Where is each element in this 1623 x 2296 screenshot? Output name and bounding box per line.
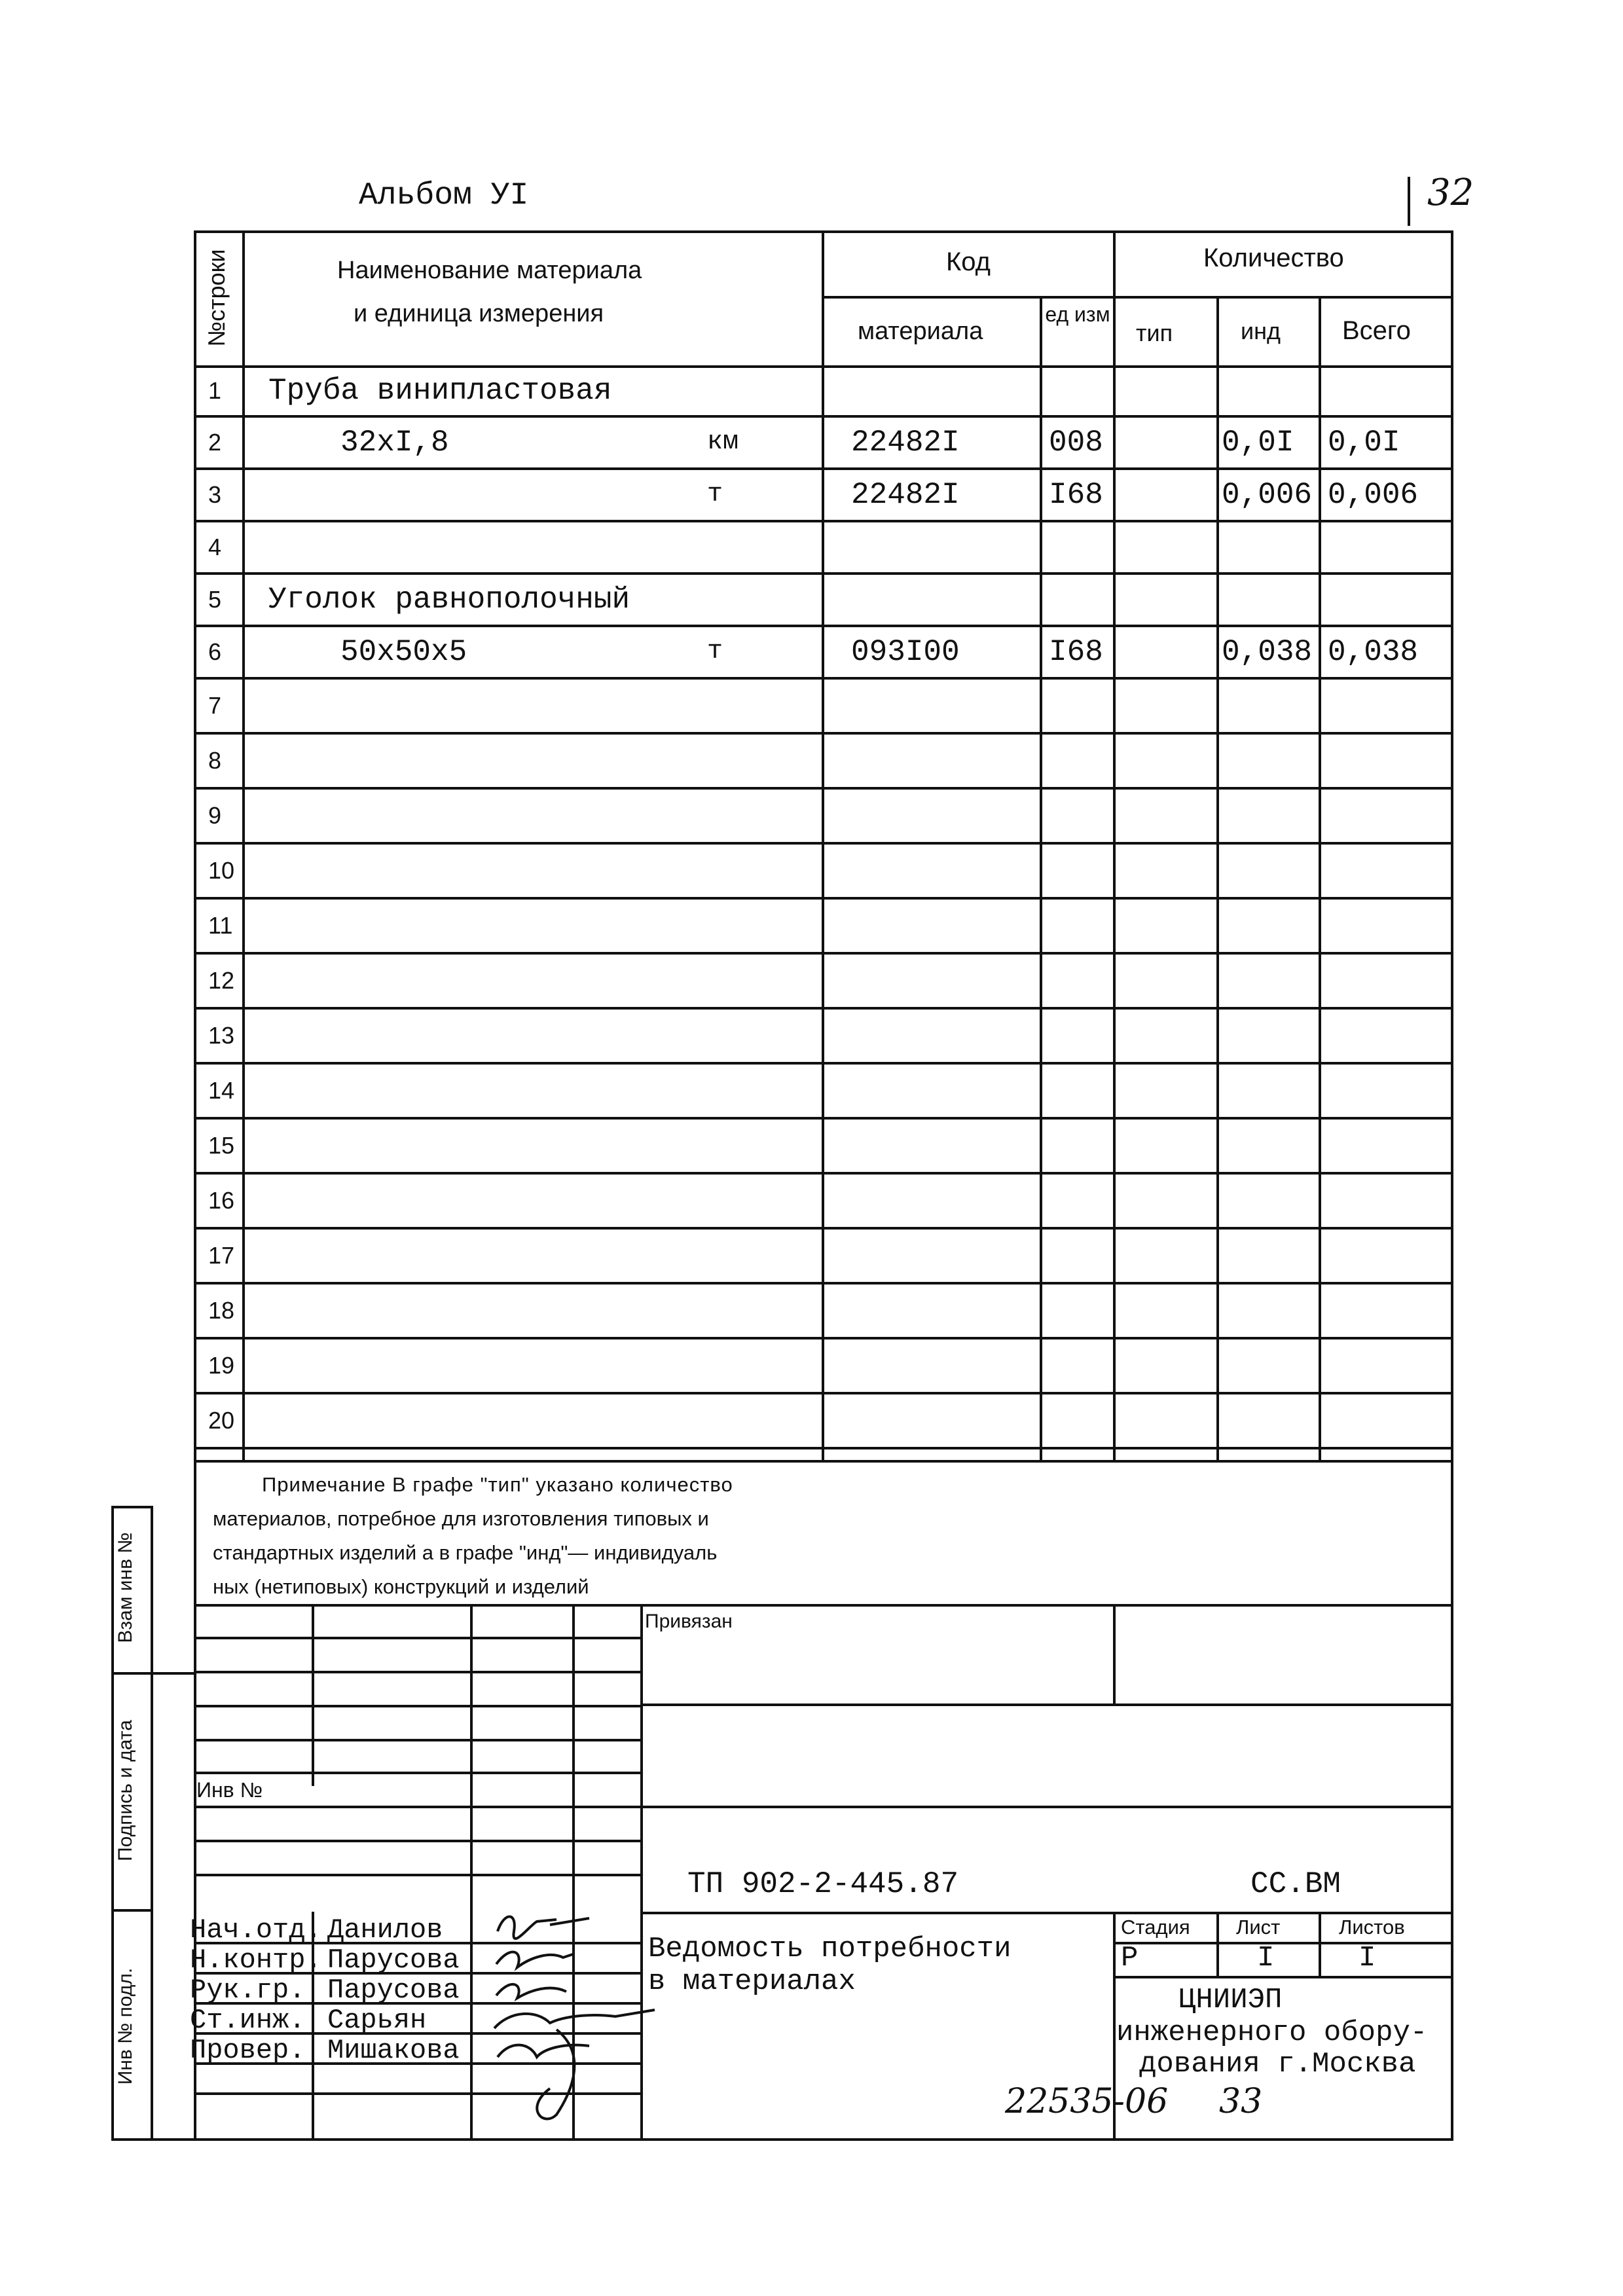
row-material-name: 50х50х5 [340,635,467,669]
row-number: 1 [208,377,222,404]
side-strip-right-border [151,1506,153,2141]
stamp-org-line-3: дования г.Москва [1139,2048,1416,2081]
col-divider-tip [1216,296,1219,1463]
album-title: Альбом УI [359,178,529,213]
side-label-vzam-inv: Взам инв № [115,1532,136,1643]
row-number: 6 [208,638,222,665]
row-number: 2 [208,429,222,456]
stamp-doc-mark: СС.ВМ [1250,1867,1341,1901]
row-number: 16 [208,1187,235,1214]
stamp-stage: Р [1121,1942,1139,1975]
table-top-border [194,230,1453,233]
row-divider [194,1282,1453,1285]
side-label-inv-podl: Инв № подл. [115,1967,136,2085]
header-qty-total: Всего [1342,316,1411,345]
row-divider [194,1227,1453,1230]
row-divider [194,1117,1453,1120]
footer-archive-no: 22535-06 [1005,2082,1169,2121]
stamp-grid-row [194,1739,642,1741]
row-number: 5 [208,586,222,613]
signatory-role: Провер. [190,2035,306,2066]
row-qty-total: 0,006 [1328,478,1419,512]
row-unit: т [707,637,723,666]
stamp-stage-col-2 [1319,1912,1321,1977]
note-line-4: ных (нетиповых) конструкций и изделий [213,1575,589,1598]
stamp-grid-row [194,1705,642,1707]
stamp-top-border [194,1604,1453,1607]
signatory-role: Рук.гр. [190,1975,306,2006]
header-material-name-2: и единица измерения [354,300,604,327]
signatory-name: Парусова [327,1975,460,2006]
header-code: Код [946,247,991,276]
row-number: 13 [208,1022,235,1049]
side-label-podpis-data: Подпись и дата [115,1720,136,1861]
row-number: 8 [208,747,222,774]
row-material-name: Уголок равнополочный [268,583,630,617]
stamp-doc-code: ТП 902-2-445.87 [687,1867,959,1901]
row-divider [194,842,1453,845]
row-number: 7 [208,692,222,719]
table-right-border [1451,230,1453,2141]
row-number: 3 [208,481,222,508]
row-divider [194,1392,1453,1394]
signatory-name: Сарьян [327,2005,427,2036]
row-divider [194,1447,1453,1449]
row-divider [194,952,1453,955]
stamp-privyazan-bottom [640,1704,1453,1706]
row-number: 19 [208,1352,235,1379]
stamp-sheets-label: Листов [1339,1916,1405,1939]
stamp-org-line-2: инженерного обору- [1116,2016,1428,2049]
row-divider [194,1337,1453,1339]
row-number: 20 [208,1407,235,1434]
header-row-number: №строки [203,249,230,347]
stamp-sheet: I [1257,1942,1275,1975]
row-number: 12 [208,967,235,994]
signature-mishakova [498,2030,589,2119]
row-number: 15 [208,1132,235,1159]
header-code-unit: ед изм [1045,302,1110,326]
side-strip-left-border [111,1506,114,2141]
side-strip-divider-2 [111,1909,152,1912]
page-number: 32 [1427,172,1474,214]
stamp-org-line-1: ЦНИИЭП [1178,1984,1283,2016]
signature-parusova-2 [496,1984,566,1998]
row-unit-code: 008 [1049,426,1103,460]
row-material-code: 093I00 [851,635,960,669]
page-bottom-border [111,2138,1453,2141]
row-material-name: Труба винипластовая [268,374,612,408]
signatory-role: Н.контр. [190,1944,322,1976]
row-number: 10 [208,857,235,884]
note-line-2: материалов, потребное для изготовления типовых и [213,1507,709,1530]
header-sub-divider [822,296,1453,299]
row-divider [194,787,1453,790]
row-unit-code: I68 [1049,478,1103,512]
stamp-grid-row [194,1772,642,1774]
row-divider [194,732,1453,735]
stamp-stage-divider [1113,1942,1453,1944]
stamp-grid-row [194,1874,642,1876]
col-divider-ind [1319,296,1321,1463]
signature-parusova-1 [496,1952,573,1967]
stamp-sheet-label: Лист [1236,1916,1281,1939]
stamp-grid-row [194,1840,642,1842]
row-number: 14 [208,1077,235,1104]
row-divider [194,897,1453,900]
note-line-1: Примечание В графе "тип" указано количество [262,1473,733,1496]
row-unit-code: I68 [1049,635,1103,669]
signatory-role: Ст.инж. [190,2005,306,2036]
note-line-3: стандартных изделий а в графе "инд"— индивидуаль [213,1541,718,1564]
row-material-code: 22482I [851,426,960,460]
row-unit: км [707,428,739,457]
signatures-graphic [458,1886,694,2147]
stamp-title-line-1: Ведомость потребности [648,1933,1012,1965]
footer-page: 33 [1219,2082,1263,2121]
header-qty-type: тип [1136,319,1173,346]
row-number: 18 [208,1297,235,1324]
row-qty-ind: 0,038 [1222,635,1313,669]
signatory-name: Мишакова [327,2035,460,2066]
row-divider [194,1062,1453,1065]
stamp-stage-col-1 [1216,1912,1219,1977]
row-material-code: 22482I [851,478,960,512]
row-number: 4 [208,534,222,560]
col-divider-code [1040,296,1042,1463]
stamp-privyazan: Привязан [645,1611,733,1632]
stamp-grid-row [194,1806,642,1808]
stamp-inv-no: Инв № [196,1778,263,1802]
row-number: 9 [208,802,222,829]
row-qty-total: 0,0I [1328,426,1400,460]
stamp-grid-row [194,1637,642,1639]
header-material-name-1: Наименование материала [337,257,642,284]
signatory-name: Парусова [327,1944,460,1976]
header-code-material: материала [858,318,983,345]
stamp-stage-label: Стадия [1121,1916,1190,1939]
stamp-doc-code-top [640,1806,1453,1808]
row-material-name: 32хI,8 [340,426,449,460]
row-number: 17 [208,1242,235,1269]
table-bottom-border [194,1460,1453,1463]
stamp-grid-row [194,1671,642,1673]
stamp-stage-bottom [1113,1976,1453,1978]
header-qty-ind: инд [1241,318,1281,344]
row-number: 11 [208,912,233,939]
row-qty-ind: 0,0I [1222,426,1294,460]
stamp-sheets: I [1359,1942,1376,1975]
signatory-name: Данилов [327,1914,443,1946]
row-unit: т [707,480,723,509]
stamp-title-line-2: в материалах [648,1965,856,1998]
stamp-title-top [640,1912,1453,1914]
signature-danilov [498,1917,589,1939]
side-strip-divider-1 [111,1672,196,1675]
row-qty-ind: 0,006 [1222,478,1313,512]
signature-saryan [494,2010,655,2028]
row-divider [194,1007,1453,1010]
signatory-role: Нач.отд. [190,1914,322,1946]
row-qty-total: 0,038 [1328,635,1419,669]
page-number-divider [1408,177,1410,226]
header-quantity: Количество [1203,244,1344,272]
stamp-col-1 [312,1604,314,1786]
row-divider [194,1172,1453,1175]
stamp-privyazan-divider [1113,1604,1116,1706]
